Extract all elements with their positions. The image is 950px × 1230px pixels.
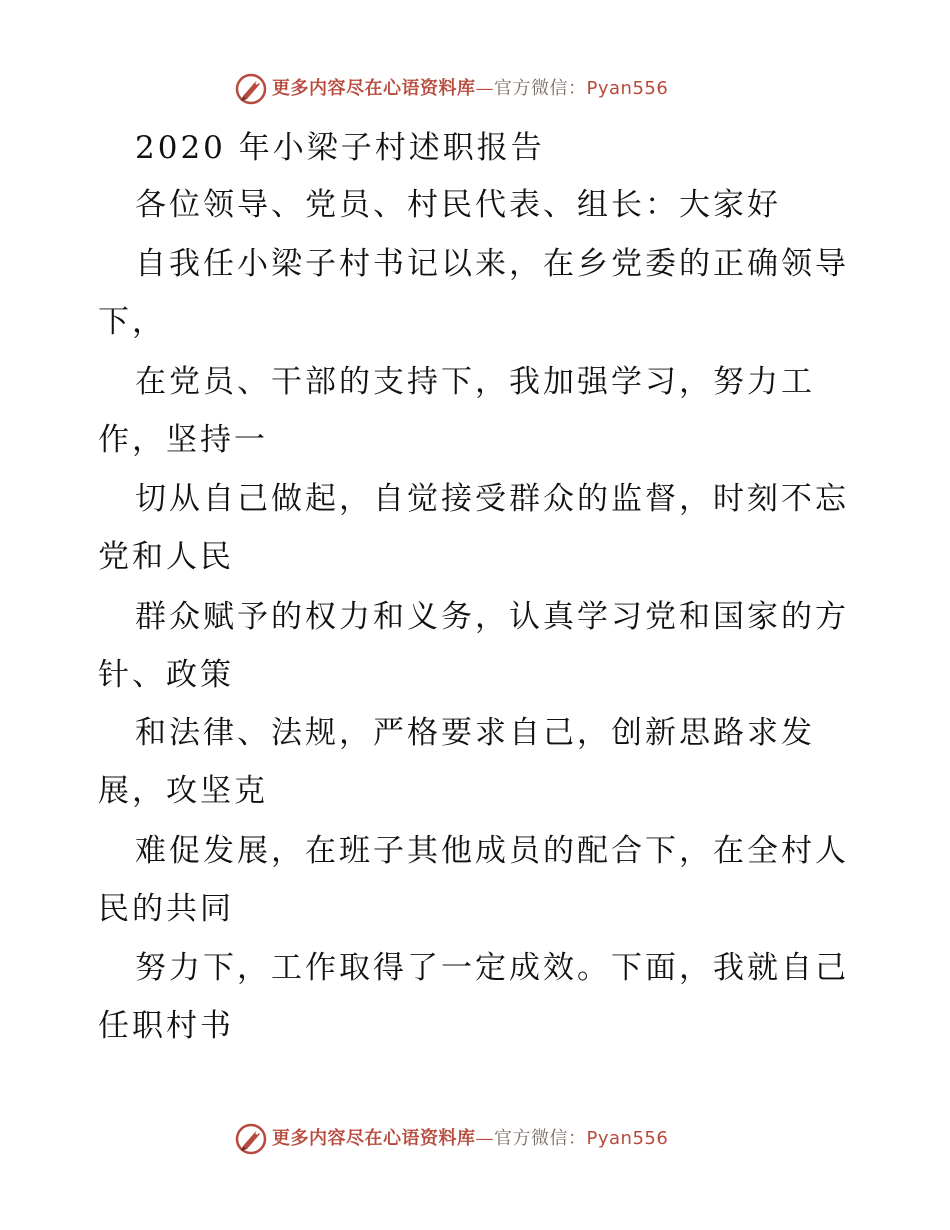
watermark-slogan: 更多内容尽在心语资料库: [272, 78, 476, 99]
watermark-wechat-label: 官方微信：: [494, 78, 587, 99]
document-title: 2020 年小梁子村述职报告: [135, 130, 545, 166]
body-line: 下，: [98, 304, 166, 340]
watermark-text: [272, 78, 668, 100]
watermark-wechat-id: Pyan556: [586, 78, 669, 99]
body-line: 民的共同: [98, 891, 234, 927]
pen-logo-icon: [234, 1122, 268, 1156]
body-line: 切从自己做起，自觉接受群众的监督，时刻不忘: [135, 481, 849, 517]
body-line: 自我任小梁子村书记以来，在乡党委的正确领导: [135, 246, 849, 282]
body-line: 努力下，工作取得了一定成效。下面，我就自己: [135, 950, 849, 986]
watermark-wechat-id: Pyan556: [586, 1128, 669, 1149]
body-line: 各位领导、党员、村民代表、组长：大家好: [135, 187, 781, 223]
body-line: 作，坚持一: [98, 422, 268, 458]
pen-logo-icon: [234, 72, 268, 106]
body-line: 展，攻坚克: [98, 773, 268, 809]
header-watermark: [0, 70, 950, 110]
body-line: 难促发展，在班子其他成员的配合下，在全村人: [135, 833, 849, 869]
body-line: 任职村书: [98, 1008, 234, 1044]
watermark-text: [272, 1128, 668, 1150]
watermark-dash: —: [475, 1128, 494, 1149]
body-line: 群众赋予的权力和义务，认真学习党和国家的方: [135, 599, 849, 635]
body-line: 党和人民: [98, 539, 234, 575]
body-line: 针、政策: [98, 657, 234, 693]
watermark-slogan: 更多内容尽在心语资料库: [272, 1128, 476, 1149]
footer-watermark: [0, 1120, 950, 1160]
body-line: 和法律、法规，严格要求自己，创新思路求发: [135, 715, 815, 751]
watermark-dash: —: [475, 78, 494, 99]
watermark-wechat-label: 官方微信：: [494, 1128, 587, 1149]
body-line: 在党员、干部的支持下，我加强学习，努力工: [135, 364, 815, 400]
